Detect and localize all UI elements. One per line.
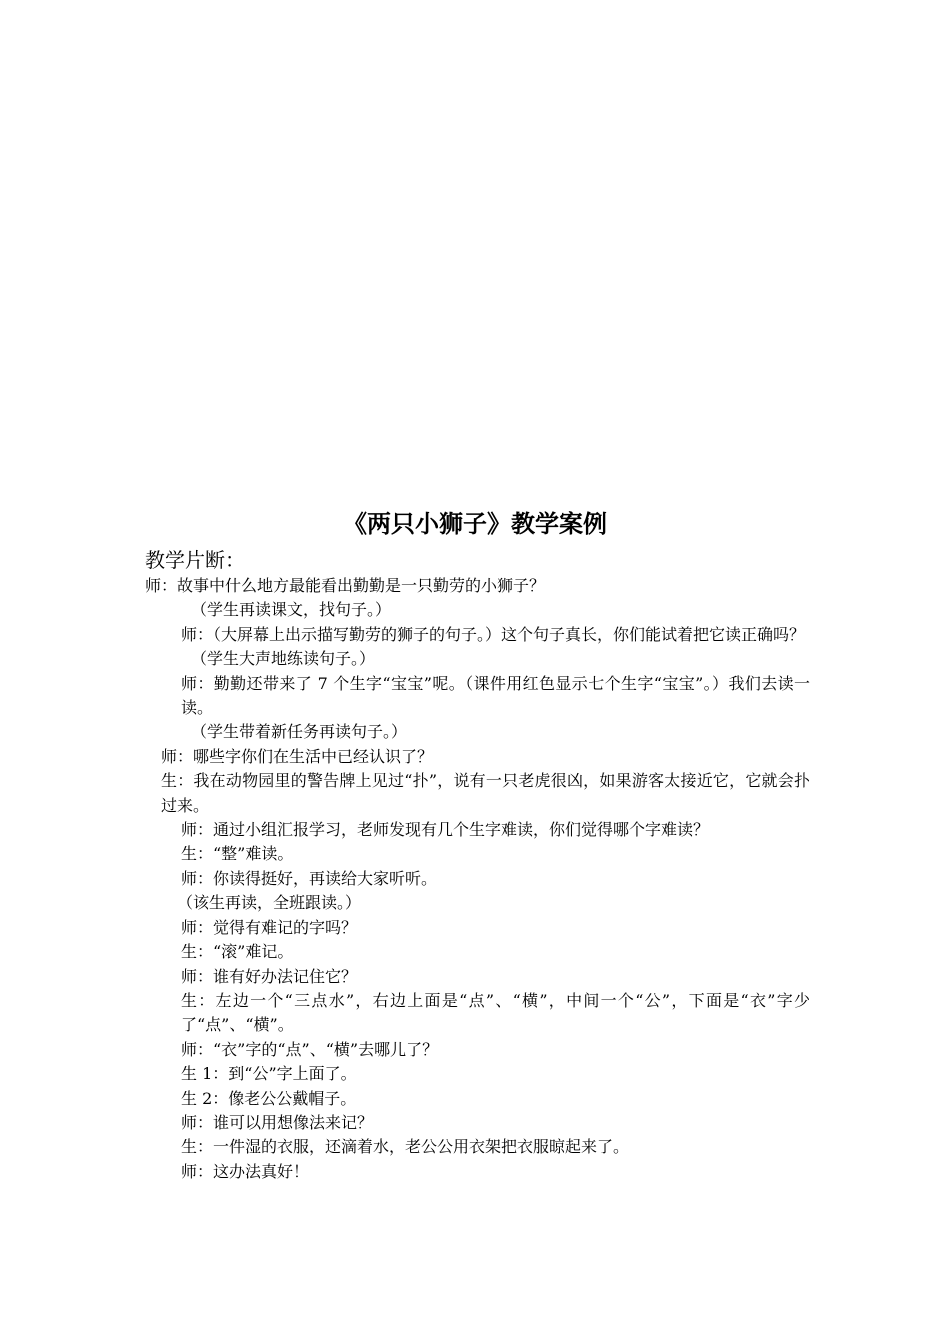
paragraph: （该生再读，全班跟读。） xyxy=(177,893,362,913)
section-label: 教学片断： xyxy=(145,548,245,572)
paragraph: 生：左边一个“三点水”，右边上面是“点”、“横”，中间一个“公”，下面是“衣”字少了“点”、“横”。 xyxy=(181,990,810,1035)
paragraph: 生：“滚”难记。 xyxy=(181,942,294,962)
paragraph: 师：勤勤还带来了 7 个生字“宝宝”呢。（课件用红色显示七个生字“宝宝”。）我们去读一读。 xyxy=(181,673,810,718)
paragraph: 师：觉得有难记的字吗？ xyxy=(181,917,358,937)
paragraph: 师：（大屏幕上出示描写勤劳的狮子的句子。）这个句子真长，你们能试着把它读正确吗？ xyxy=(181,624,806,644)
paragraph: 师：“衣”字的“点”、“横”去哪儿了？ xyxy=(181,1039,439,1059)
document-body xyxy=(145,574,810,1184)
paragraph: （学生带着新任务再读句子。） xyxy=(191,722,408,742)
paragraph: 师：你读得挺好，再读给大家听听。 xyxy=(181,868,438,888)
paragraph: 师：谁有好办法记住它？ xyxy=(181,966,358,986)
paragraph: 生 1：到“公”字上面了。 xyxy=(181,1064,357,1084)
document-title: 《两只小狮子》教学案例 xyxy=(343,510,607,538)
paragraph: 生 2：像老公公戴帽子。 xyxy=(181,1088,357,1108)
paragraph: （学生再读课文，找句子。） xyxy=(191,600,392,620)
paragraph: 师：哪些字你们在生活中已经认识了？ xyxy=(161,746,434,766)
paragraph: 生：我在动物园里的警告牌上见过“扑”，说有一只老虎很凶，如果游客太接近它，它就会扑过来。 xyxy=(161,771,810,815)
paragraph: 生：“整”难读。 xyxy=(181,844,294,864)
paragraph: 师：谁可以用想像法来记？ xyxy=(181,1112,374,1132)
paragraph: 生：一件湿的衣服，还滴着水，老公公用衣架把衣服晾起来了。 xyxy=(181,1137,630,1157)
paragraph: 师：这办法真好！ xyxy=(181,1161,310,1181)
paragraph: 师：故事中什么地方最能看出勤勤是一只勤劳的小狮子？ xyxy=(145,576,546,595)
paragraph: （学生大声地练读句子。） xyxy=(191,649,376,669)
paragraph: 师：通过小组汇报学习，老师发现有几个生字难读，你们觉得哪个字难读？ xyxy=(181,820,710,840)
